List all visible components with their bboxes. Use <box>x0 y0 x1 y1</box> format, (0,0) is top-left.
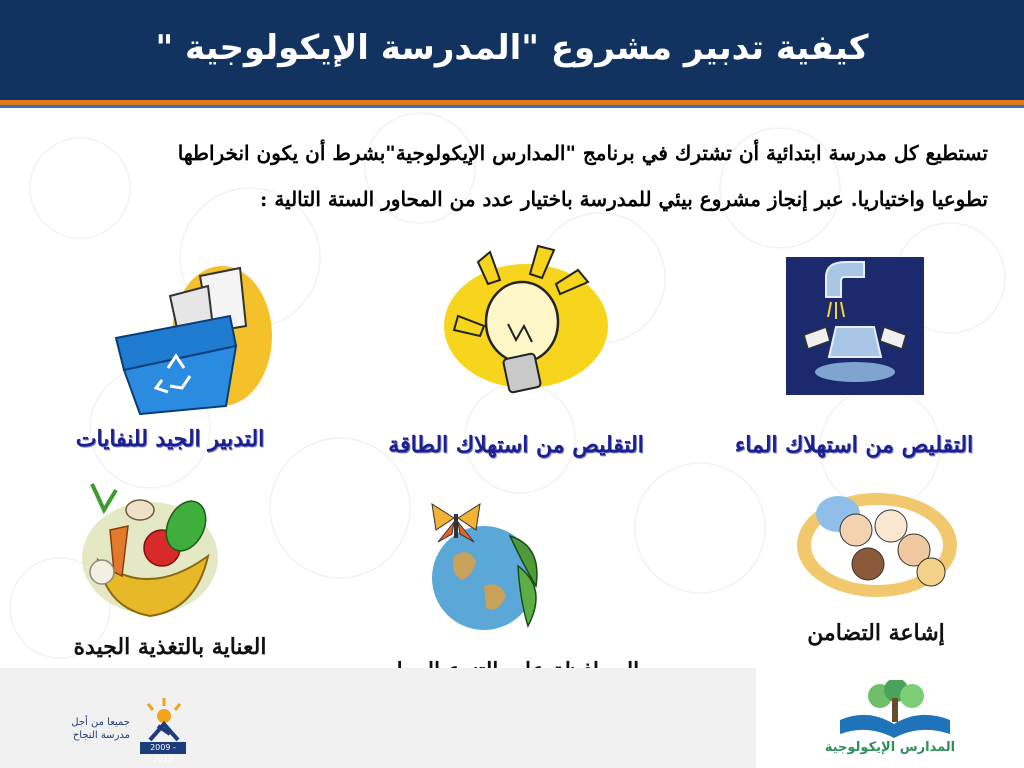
axis-label-water: التقليص من استهلاك الماء <box>734 432 974 458</box>
vegetables-bowl-icon <box>70 480 224 626</box>
intro-line-2: تطوعيا واختياريا. عبر إنجاز مشروع بيئي للمدرسة باختيار عدد من المحاور الستة التالية : <box>259 187 988 211</box>
axis-label-waste: التدبير الجيد للنفايات <box>75 426 265 452</box>
eco-schools-logo-icon <box>830 680 960 740</box>
axis-label-solidarity: إشاعة التضامن <box>807 620 945 646</box>
school-success-logo-icon <box>138 696 190 742</box>
intro-paragraph <box>32 130 988 222</box>
slide-title: كيفية تدبير مشروع "المدرسة الإيكولوجية " <box>155 28 869 68</box>
globe-butterfly-icon <box>414 496 552 636</box>
lightbulb-icon <box>438 240 610 412</box>
left-logo-years: 2009 - 2012 <box>140 742 186 754</box>
left-logo-line-2: مدرسة النجاح <box>72 730 130 741</box>
axis-label-energy: التقليص من استهلاك الطاقة <box>388 432 644 458</box>
left-logo-line-1: جميعا من أجل <box>71 717 130 728</box>
left-logo-caption <box>40 716 130 742</box>
recycle-bin-icon <box>110 256 274 416</box>
diverse-faces-icon <box>796 492 958 598</box>
faucet-icon <box>786 257 924 395</box>
right-logo-caption: المدارس الإيكولوجية <box>824 740 956 755</box>
intro-line-1: تستطيع كل مدرسة ابتدائية أن تشترك في برنامج "المدارس الإيكولوجية"بشرط أن يكون انخراطها <box>177 141 988 165</box>
axis-label-nutrition: العناية بالتغذية الجيدة <box>73 634 267 660</box>
